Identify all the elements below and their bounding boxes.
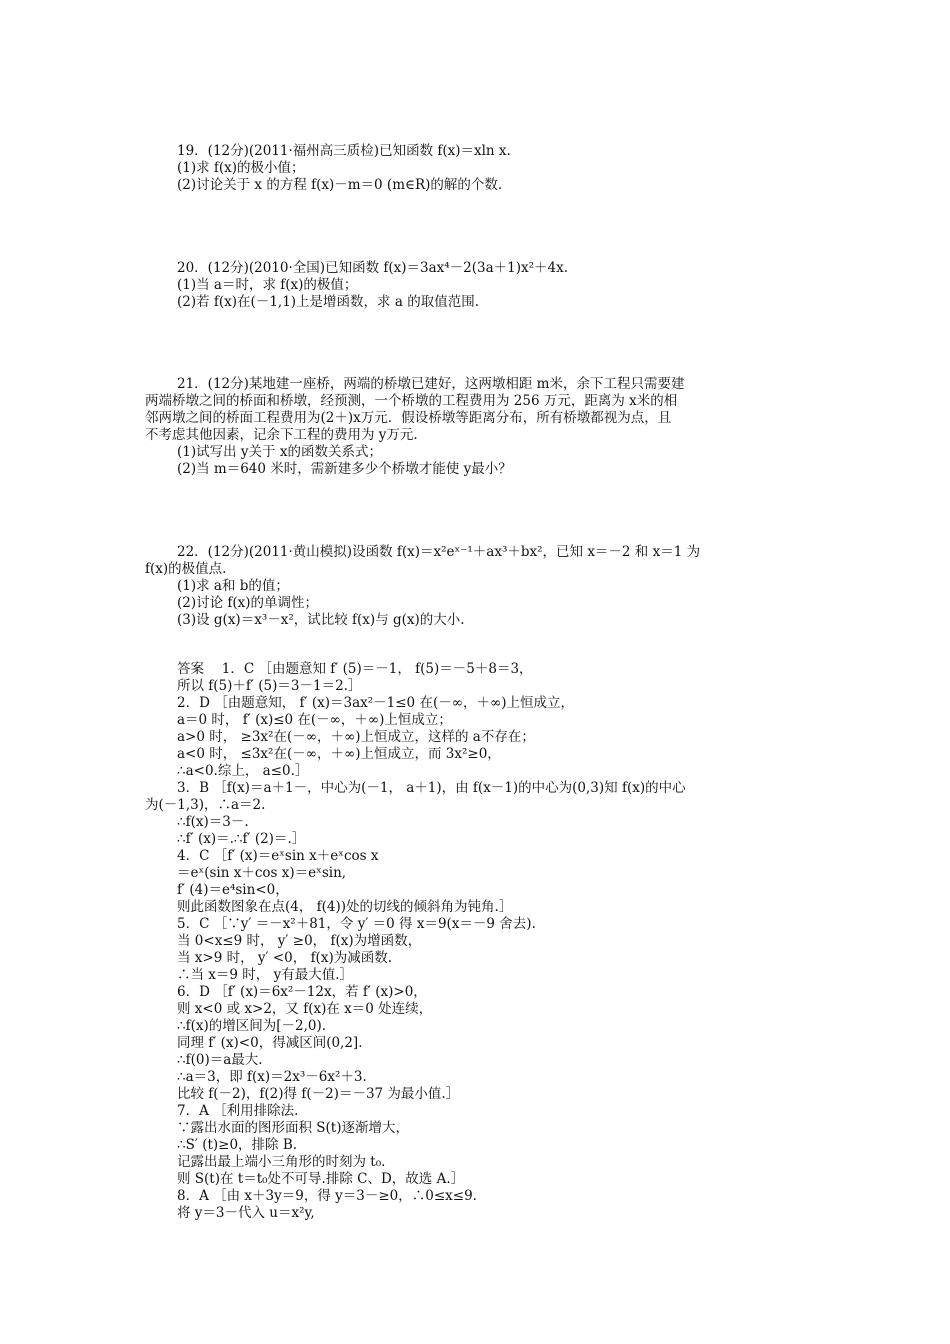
- answer-line: ∴f′ (x)＝.∴f′ (2)＝.］: [177, 831, 306, 847]
- answer-line: 当 x>9 时， y′ <0， f(x)为减函数.: [177, 950, 392, 966]
- q20-line-3: (2)若 f(x)在(－1,1)上是增函数，求 a 的取值范围.: [177, 294, 479, 310]
- answer-line: 6．D ［f′ (x)＝6x²－12x，若 f′ (x)>0，: [177, 984, 427, 1000]
- answer-line: ∴f(x)＝3－.: [177, 814, 249, 830]
- answer-line: ∴a<0.综上， a≤0.］: [177, 763, 309, 779]
- q19-line-2: (1)求 f(x)的极小值；: [177, 160, 305, 176]
- q22-line-3: (1)求 a和 b的值；: [177, 578, 289, 594]
- q20-line-2: (1)当 a＝时，求 f(x)的极值；: [177, 277, 358, 293]
- answer-line: ＝eˣ(sin x＋cos x)＝eˣsin,: [177, 865, 347, 881]
- answer-line: ∴f(0)＝a最大.: [177, 1052, 263, 1068]
- answer-line: 5．C ［∵y′ ＝－x²＋81，令 y′ ＝0 得 x＝9(x＝－9 舍去).: [177, 916, 536, 932]
- answer-line: a<0 时， ≤3x²在(－∞，＋∞)上恒成立，而 3x²≥0，: [177, 746, 501, 762]
- q22-line-4: (2)讨论 f(x)的单调性；: [177, 595, 319, 611]
- answer-line: 所以 f(5)＋f′ (5)＝3－1＝2.］: [177, 678, 362, 694]
- answer-line: a＝0 时， f′ (x)≤0 在(－∞，＋∞)上恒成立；: [177, 712, 452, 728]
- answer-line: 7．A ［利用排除法.: [177, 1103, 299, 1119]
- q21-line-3: 邻两墩之间的桥面工程费用为(2＋)x万元．假设桥墩等距离分布，所有桥墩都视为点，且: [145, 410, 672, 426]
- answer-line: 为(－1,3)，∴a＝2.: [145, 797, 266, 813]
- answer-line: ∴当 x＝9 时， y有最大值.］: [177, 967, 353, 983]
- q21-line-4: 不考虑其他因素，记余下工程的费用为 y万元.: [145, 427, 418, 443]
- answer-line: 同理 f′ (x)<0，得减区间(0,2].: [177, 1035, 363, 1051]
- answer-line: 则此函数图象在点(4， f(4))处的切线的倾斜角为钝角.］: [177, 899, 513, 915]
- answer-line: ∴S′ (t)≥0，排除 B.: [177, 1137, 298, 1153]
- q21-line-2: 两端桥墩之间的桥面和桥墩，经预测，一个桥墩的工程费用为 256 万元，距离为 x米的相: [145, 393, 678, 409]
- answer-line: a>0 时， ≥3x²在(－∞，＋∞)上恒成立，这样的 a不存在；: [177, 729, 535, 745]
- answer-line: 将 y＝3－代入 u＝x²y,: [177, 1205, 315, 1221]
- answer-line: 答案 1．C ［由题意知 f′ (5)＝－1， f(5)＝－5＋8＝3，: [177, 661, 533, 677]
- answer-line: 3．B ［f(x)＝a＋1－，中心为(－1， a＋1)，由 f(x－1)的中心为(0,3)知 f(x)的中心: [177, 780, 686, 796]
- answer-line: 8．A ［由 x＋3y＝9，得 y＝3－≥0，∴0≤x≤9.: [177, 1188, 477, 1204]
- answer-line: 则 x<0 或 x>2，又 f(x)在 x＝0 处连续，: [177, 1001, 433, 1017]
- q22-line-2: f(x)的极值点.: [145, 561, 227, 577]
- q22-line-1: 22．(12分)(2011·黄山模拟)设函数 f(x)＝x²eˣ⁻¹＋ax³＋bx²，已知 x＝－2 和 x＝1 为: [177, 544, 701, 560]
- answer-line: 当 0<x≤9 时， y′ ≥0， f(x)为增函数，: [177, 933, 422, 949]
- answer-line: 记露出最上端小三角形的时刻为 t₀.: [177, 1154, 386, 1170]
- answer-line: 2．D ［由题意知， f′ (x)＝3ax²－1≤0 在(－∞，＋∞)上恒成立，: [177, 695, 574, 711]
- answer-line: 比较 f(－2)，f(2)得 f(－2)＝－37 为最小值.］: [177, 1086, 460, 1102]
- q19-line-3: (2)讨论关于 x 的方程 f(x)－m＝0 (m∈R)的解的个数.: [177, 177, 503, 193]
- q22-line-5: (3)设 g(x)＝x³－x²，试比较 f(x)与 g(x)的大小.: [177, 612, 465, 628]
- answer-line: ∴f(x)的增区间为[－2,0).: [177, 1018, 327, 1034]
- q20-line-1: 20．(12分)(2010·全国)已知函数 f(x)＝3ax⁴－2(3a＋1)x²＋4x.: [177, 260, 569, 276]
- answer-line: f′ (4)＝e⁴sin<0，: [177, 882, 289, 898]
- q21-line-1: 21．(12分)某地建一座桥，两端的桥墩已建好，这两墩相距 m米，余下工程只需要建: [177, 376, 685, 392]
- answer-line: ∵露出水面的图形面积 S(t)逐渐增大，: [177, 1120, 409, 1136]
- answer-line: 则 S(t)在 t＝t₀处不可导.排除 C、D，故选 A.］: [177, 1171, 465, 1187]
- q21-line-6: (2)当 m＝640 米时，需新建多少个桥墩才能使 y最小？: [177, 461, 512, 477]
- answer-line: 4．C ［f′ (x)＝eˣsin x＋eˣcos x: [177, 848, 379, 864]
- q19-line-1: 19．(12分)(2011·福州高三质检)已知函数 f(x)＝xln x.: [177, 143, 511, 159]
- q21-line-5: (1)试写出 y关于 x的函数关系式；: [177, 444, 382, 460]
- answer-line: ∴a＝3，即 f(x)＝2x³－6x²＋3.: [177, 1069, 367, 1085]
